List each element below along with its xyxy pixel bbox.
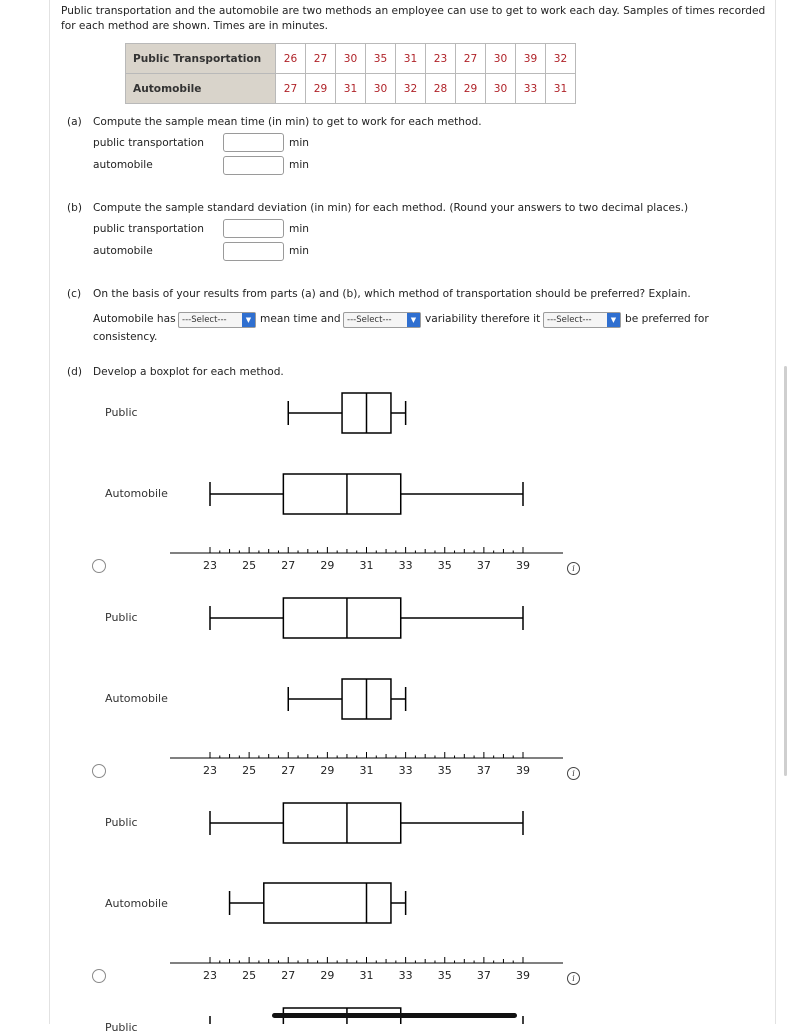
sd-public-input[interactable] [223, 219, 284, 238]
axis-tick-label: 27 [281, 764, 296, 777]
table-cell: 39 [516, 44, 546, 74]
info-icon[interactable]: i [567, 972, 580, 985]
table-cell: 23 [426, 44, 456, 74]
axis-tick-label: 25 [242, 764, 257, 777]
box-iqr [342, 393, 391, 433]
box-iqr [283, 598, 400, 638]
unit-label: min [289, 245, 309, 257]
part-a-question [67, 116, 482, 128]
part-c-text-3: variability therefore it [425, 313, 541, 325]
boxplot-label-automobile: Automobile [105, 692, 168, 705]
boxplot-label-automobile: Automobile [105, 897, 168, 910]
dropdown-arrow-icon: ▼ [607, 313, 620, 327]
option-3-radio[interactable] [92, 969, 106, 983]
scrollbar-thumb[interactable] [784, 366, 787, 776]
part-a-prompt: Compute the sample mean time (in min) to get to work for each method. [93, 116, 482, 128]
table-row [126, 44, 576, 74]
axis-tick-label: 25 [242, 969, 257, 982]
axis-tick-label: 31 [359, 559, 374, 572]
info-icon[interactable]: i [567, 767, 580, 780]
content-frame-right [775, 0, 776, 1024]
boxplot-label-public: Public [105, 406, 138, 419]
mean-public-input[interactable] [223, 133, 284, 152]
part-b-question [67, 202, 688, 214]
part-d-letter: (d) [67, 366, 82, 378]
problem-intro: Public transportation and the automobile are two methods an employee can use to get to work each day. Samples of times recorded for each method are shown. Times are in minutes. [61, 5, 766, 32]
part-c-text-5: consistency. [93, 331, 158, 343]
home-indicator-bar [272, 1013, 517, 1018]
axis-tick-label: 39 [516, 969, 530, 982]
axis-tick-label: 31 [359, 764, 374, 777]
axis-tick-label: 25 [242, 559, 257, 572]
table-cell: 27 [306, 44, 336, 74]
part-c-text-2: mean time and [260, 313, 341, 325]
boxplot-label-automobile: Automobile [105, 487, 168, 500]
table-cell: 32 [396, 74, 426, 104]
table-cell: 31 [546, 74, 576, 104]
table-cell: 30 [486, 44, 516, 74]
table-cell: 33 [516, 74, 546, 104]
axis-tick-label: 33 [398, 764, 413, 777]
dropdown-arrow-icon: ▼ [242, 313, 255, 327]
unit-label: min [289, 223, 309, 235]
select-placeholder: ---Select--- [347, 315, 392, 325]
part-c-text-4: be preferred for [625, 313, 709, 325]
axis-tick-label: 27 [281, 559, 296, 572]
part-a-public-label: public transportation [93, 137, 204, 149]
unit-label: min [289, 137, 309, 149]
axis-tick-label: 23 [203, 559, 217, 572]
variability-select[interactable] [343, 312, 421, 328]
axis-tick-label: 37 [476, 559, 491, 572]
boxplot-label-public: Public [105, 1021, 138, 1034]
content-frame-left [49, 0, 50, 1024]
boxplot-label-public: Public [105, 611, 138, 624]
table-cell: 30 [366, 74, 396, 104]
part-b-letter: (b) [67, 202, 82, 214]
select-placeholder: ---Select--- [547, 315, 592, 325]
box-iqr [342, 679, 391, 719]
part-c-prompt: On the basis of your results from parts (a) and (b), which method of transportation should be preferred? Explain. [93, 288, 691, 300]
axis-tick-label: 33 [398, 559, 413, 572]
axis-tick-label: 31 [359, 969, 374, 982]
table-cell: 29 [456, 74, 486, 104]
boxplot-label-public: Public [105, 816, 138, 829]
mean-select[interactable] [178, 312, 256, 328]
axis-tick-label: 33 [398, 969, 413, 982]
axis-tick-label: 37 [476, 969, 491, 982]
part-a-letter: (a) [67, 116, 82, 128]
part-a-auto-label: automobile [93, 159, 153, 171]
part-b-public-label: public transportation [93, 223, 204, 235]
axis-tick-label: 35 [437, 969, 452, 982]
table-cell: 32 [546, 44, 576, 74]
data-table [125, 43, 576, 104]
table-cell: 31 [336, 74, 366, 104]
table-cell: 27 [456, 44, 486, 74]
axis-tick-label: 35 [437, 559, 452, 572]
axis-tick-label: 23 [203, 969, 217, 982]
select-placeholder: ---Select--- [182, 315, 227, 325]
unit-label: min [289, 159, 309, 171]
table-cell: 35 [366, 44, 396, 74]
info-icon[interactable]: i [567, 562, 580, 575]
axis-tick-label: 29 [320, 764, 335, 777]
axis-tick-label: 29 [320, 969, 335, 982]
part-d-question [67, 366, 284, 378]
box-iqr [283, 803, 400, 843]
option-1-radio[interactable] [92, 559, 106, 573]
table-cell: 31 [396, 44, 426, 74]
sd-auto-input[interactable] [223, 242, 284, 261]
table-cell: 26 [276, 44, 306, 74]
box-iqr [283, 474, 400, 514]
axis-tick-label: 39 [516, 764, 530, 777]
axis-tick-label: 35 [437, 764, 452, 777]
row-header: Automobile [126, 74, 276, 104]
part-b-prompt: Compute the sample standard deviation (in min) for each method. (Round your answers to two decimal places.) [93, 202, 689, 214]
dropdown-arrow-icon: ▼ [407, 313, 420, 327]
row-header: Public Transportation [126, 44, 276, 74]
table-cell: 29 [306, 74, 336, 104]
table-cell: 30 [336, 44, 366, 74]
part-d-prompt: Develop a boxplot for each method. [93, 366, 284, 378]
part-c-letter: (c) [67, 288, 82, 300]
part-c-question [67, 288, 691, 300]
preference-select[interactable] [543, 312, 621, 328]
part-c-text-1: Automobile has [93, 313, 176, 325]
axis-tick-label: 37 [476, 764, 491, 777]
table-cell: 27 [276, 74, 306, 104]
axis-tick-label: 29 [320, 559, 335, 572]
table-cell: 28 [426, 74, 456, 104]
table-cell: 30 [486, 74, 516, 104]
option-2-radio[interactable] [92, 764, 106, 778]
axis-tick-label: 39 [516, 559, 530, 572]
box-iqr [264, 883, 391, 923]
table-row [126, 74, 576, 104]
part-b-auto-label: automobile [93, 245, 153, 257]
axis-tick-label: 23 [203, 764, 217, 777]
mean-auto-input[interactable] [223, 156, 284, 175]
axis-tick-label: 27 [281, 969, 296, 982]
